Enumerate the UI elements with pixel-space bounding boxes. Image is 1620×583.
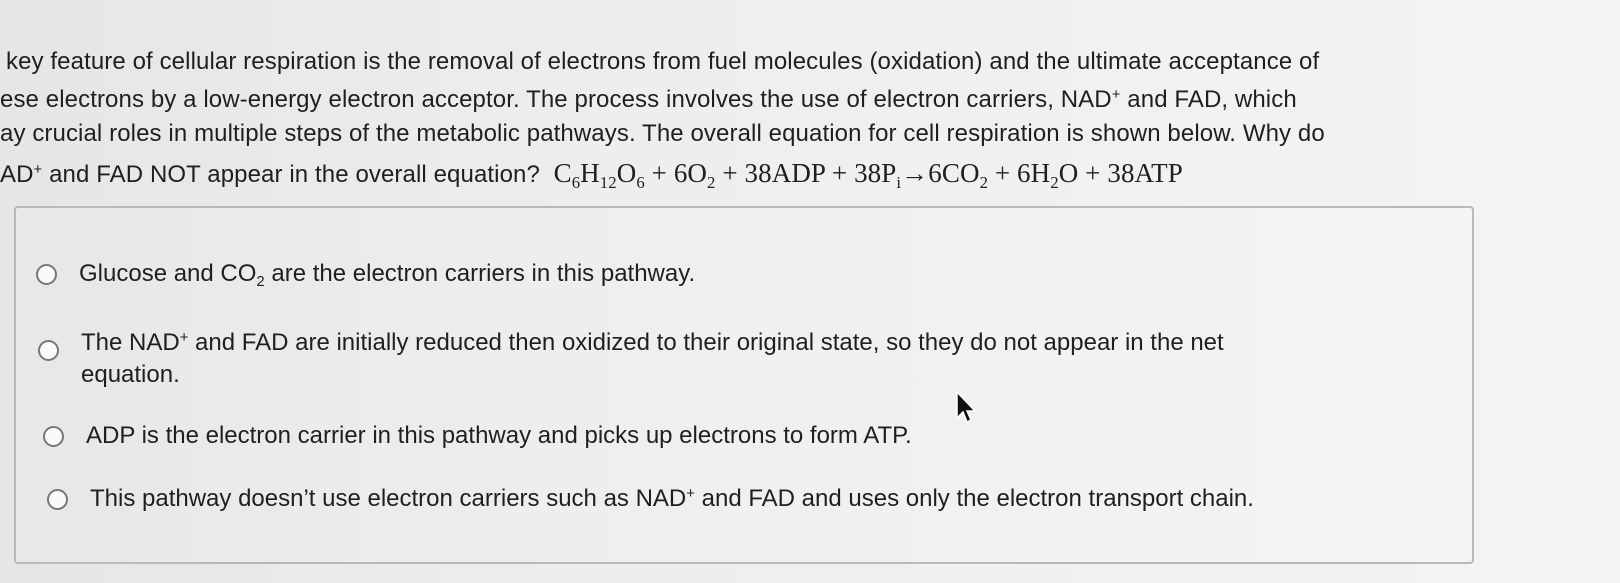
choice-option-2[interactable] xyxy=(38,329,1224,391)
question-line-1: key feature of cellular respiration is the removal of electrons from fuel molecules (oxidation) and the ultimate acceptance of xyxy=(6,48,1320,75)
choice-label-2: The NAD+ and FAD are initially reduced then oxidized to their original state, so they do not appear in the net equation. xyxy=(81,329,1224,388)
question-line-4: AD+ and FAD NOT appear in the overall equation? $C_6H_{12}O_6 + 6O_2 + 38ADP + 38P_i\to 6CO_2 + 6H_2O + 38ATP$ xyxy=(0,158,1183,192)
radio-button-2[interactable] xyxy=(38,340,59,361)
question-line-3: ay crucial roles in multiple steps of the metabolic pathways. The overall equation for cell respiration is shown below. Why do xyxy=(0,120,1325,147)
choice-option-1[interactable] xyxy=(36,262,695,290)
choice-option-3[interactable] xyxy=(43,424,912,452)
question-line-2: ese electrons by a low-energy electron acceptor. The process involves the use of electron carriers, NAD+ and FAD, which xyxy=(0,86,1297,113)
radio-button-3[interactable] xyxy=(43,426,64,447)
respiration-equation: $C_6H_{12}O_6 + 6O_2 + 38ADP + 38P_i\to 6CO_2 + 6H_2O + 38ATP$ xyxy=(553,158,1183,192)
radio-button-1[interactable] xyxy=(36,264,57,285)
choice-option-4[interactable] xyxy=(47,487,1254,515)
choice-label-4: This pathway doesn’t use electron carriers such as NAD+ and FAD and uses only the electron transport chain. xyxy=(90,485,1254,512)
mouse-pointer-icon xyxy=(955,390,981,426)
question-stem xyxy=(0,0,1620,210)
radio-button-4[interactable] xyxy=(47,489,68,510)
choice-label-1: Glucose and $CO_2$ are the electron carriers in this pathway. xyxy=(79,260,696,291)
choice-label-3: ADP is the electron carrier in this pathway and picks up electrons to form ATP. xyxy=(86,422,912,449)
